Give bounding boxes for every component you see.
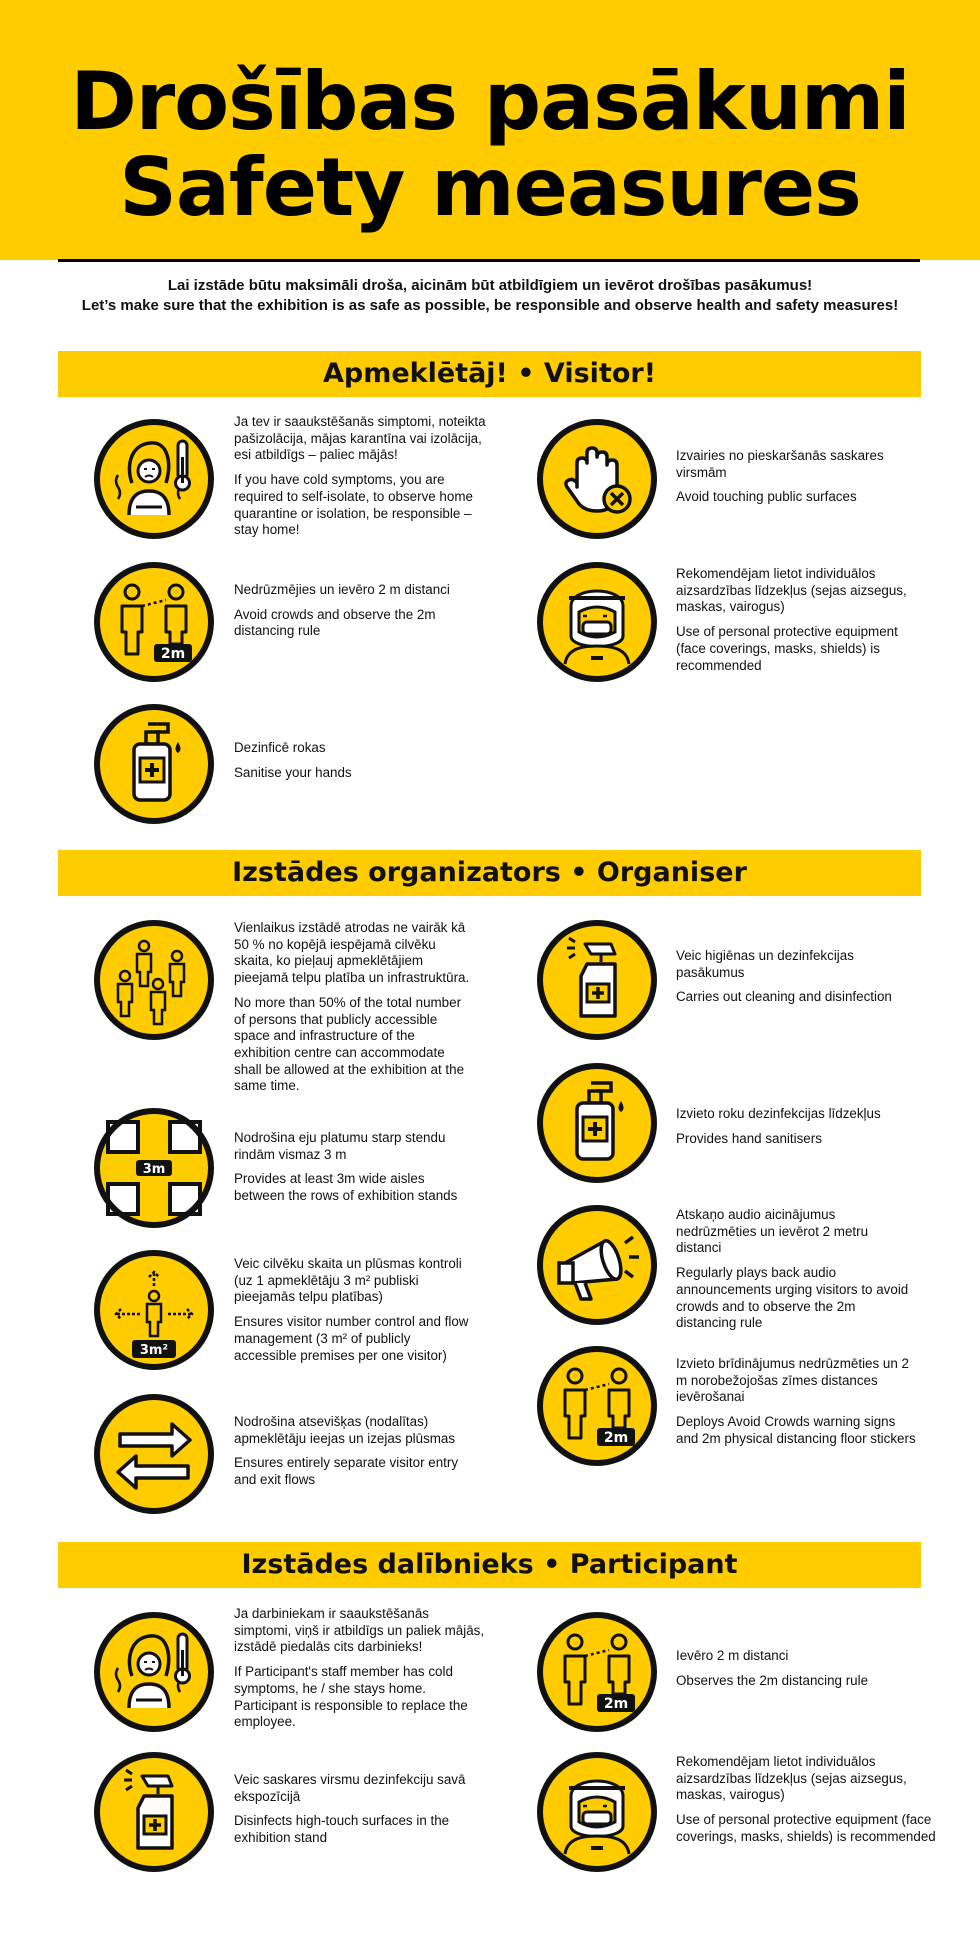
participant-item-3	[234, 1772, 490, 1847]
participant-item-2	[676, 1648, 916, 1689]
item-text-latvian: Izvairies no pieskaršanās saskares virsmām	[676, 448, 884, 480]
visitor-item-5	[234, 740, 490, 781]
distance-2m-icon	[535, 1344, 659, 1468]
svg-text:2m: 2m	[603, 1696, 629, 1712]
crowd-limit-icon	[92, 918, 216, 1042]
face-shield-mask-icon	[535, 1750, 659, 1874]
item-text-latvian: Nodrošina eju platumu starp stendu rindām vismaz 3 m	[234, 1130, 446, 1162]
item-text-english: No more than 50% of the total number of persons that publicly accessible space and infrastructure of the exhibition centre can accommodate shall be allowed at the exhibition at the same time.	[234, 994, 465, 1094]
item-text-latvian: Rekomendējam lietot individuālos aizsardzības līdzekļus (sejas aizsegus, maskas, vairogus)	[676, 1754, 907, 1803]
item-text-latvian: Rekomendējam lietot individuālos aizsardzības līdzekļus (sejas aizsegus, maskas, vairogus)	[676, 566, 907, 615]
item-text-latvian: Dezinficē rokas	[234, 740, 326, 755]
hand-sanitizer-icon	[535, 1061, 659, 1185]
item-text-latvian: Ja tev ir saaukstēšanās simptomi, noteikta pašizolācija, mājas karantīna vai izolācija, esi atbildīgs – paliec mājās!	[234, 414, 486, 463]
item-text-english: Avoid touching public surfaces	[676, 489, 857, 505]
hand-sanitizer-icon	[92, 702, 216, 826]
item-text-latvian: Veic cilvēku skaita un plūsmas kontroli (uz 1 apmeklētāju 3 m² publiski pieejamās telpu platības)	[234, 1256, 462, 1305]
section-heading-visitor: Apmeklētāj! • Visitor!	[58, 351, 921, 397]
face-shield-mask-icon	[535, 560, 659, 684]
svg-text:3m²: 3m²	[139, 1343, 169, 1358]
section-heading-organiser: Izstādes organizators • Organiser	[58, 850, 921, 896]
flow-control-icon	[92, 1248, 216, 1372]
item-text-english: Ensures entirely separate visitor entry and exit flows	[234, 1455, 459, 1488]
item-text-english: Provides at least 3m wide aisles between the rows of exhibition stands	[234, 1171, 458, 1204]
item-text-english: Ensures visitor number control and flow management (3 m² of publicly accessible premises per one visitor)	[234, 1314, 469, 1363]
svg-text:3m: 3m	[142, 1162, 166, 1177]
page-title-english: Safety measures	[119, 141, 861, 234]
item-text-latvian: Ievēro 2 m distanci	[676, 1648, 789, 1663]
distance-2m-icon	[535, 1610, 659, 1734]
distance-2m-icon	[92, 560, 216, 684]
item-text-english: Deploys Avoid Crowds warning signs and 2m physical distancing floor stickers	[676, 1414, 916, 1446]
organiser-item-5	[234, 1256, 474, 1364]
item-text-latvian: Atskaņo audio aicinājumus nedrūzmēties un ievērot 2 metru distanci	[676, 1207, 869, 1256]
entry-exit-arrows-icon	[92, 1392, 216, 1516]
organiser-item-3	[234, 1130, 474, 1205]
sick-person-thermometer-icon	[92, 417, 216, 541]
section-heading-participant: Izstādes dalībnieks • Participant	[58, 1542, 921, 1588]
organiser-item-4	[676, 1106, 916, 1147]
item-text-english: Avoid crowds and observe the 2m distancing rule	[234, 606, 436, 639]
item-text-latvian: Nedrūzmējies un ievēro 2 m distanci	[234, 582, 450, 597]
item-text-english: If Participant's staff member has cold symptoms, he / she stays home. Participant is responsible to replace the employee.	[234, 1664, 468, 1730]
intro-english: Let’s make sure that the exhibition is as safe as possible, be responsible and observe health and safety measures!	[81, 297, 899, 314]
organiser-item-2	[676, 948, 916, 1006]
aisle-width-icon	[92, 1106, 216, 1230]
spray-bottle-icon	[92, 1750, 216, 1874]
visitor-item-1	[234, 414, 490, 539]
item-text-latvian: Izvieto brīdinājumus nedrūzmēties un 2 m norobežojošas zīmes distances ievērošanai	[676, 1356, 909, 1405]
item-text-latvian: Nodrošina atsevišķas (nodalītas) apmeklētāju ieejas un izejas plūsmas	[234, 1414, 456, 1446]
visitor-item-2	[676, 448, 916, 506]
item-text-latvian: Ja darbiniekam ir saaukstēšanās simptomi, viņš ir atbildīgs un paliek mājās, izstādē piedalās cits darbinieks!	[234, 1606, 485, 1655]
sick-person-thermometer-icon	[92, 1610, 216, 1734]
organiser-item-1	[234, 920, 474, 1095]
item-text-latvian: Izvieto roku dezinfekcijas līdzekļus	[676, 1106, 881, 1121]
organiser-item-7	[234, 1414, 474, 1489]
item-text-english: If you have cold symptoms, you are required to self-isolate, to observe home quarantine or isolation, be responsible – stay home!	[234, 472, 473, 538]
intro-latvian: Lai izstāde būtu maksimāli droša, aicinām būt atbildīgiem un ievērot drošības pasākumus!	[167, 277, 813, 294]
item-text-english: Sanitise your hands	[234, 764, 352, 780]
participant-item-4	[676, 1754, 938, 1846]
megaphone-icon	[535, 1203, 659, 1327]
organiser-item-6	[676, 1207, 916, 1332]
item-text-english: Use of personal protective equipment (face coverings, masks, shields) is recommended	[676, 624, 898, 673]
organiser-item-8	[676, 1356, 916, 1448]
svg-text:2m: 2m	[603, 1430, 629, 1446]
spray-bottle-icon	[535, 918, 659, 1042]
participant-item-1	[234, 1606, 490, 1731]
page-title-latvian: Drošības pasākumi	[70, 55, 910, 148]
item-text-latvian: Veic higiēnas un dezinfekcijas pasākumus	[676, 948, 854, 980]
no-touch-hand-icon	[535, 417, 659, 541]
item-text-english: Carries out cleaning and disinfection	[676, 989, 892, 1005]
visitor-item-4	[676, 566, 916, 674]
item-text-english: Disinfects high-touch surfaces in the exhibition stand	[234, 1813, 450, 1846]
item-text-english: Provides hand sanitisers	[676, 1130, 822, 1146]
visitor-item-3	[234, 582, 490, 640]
header-divider	[58, 259, 920, 262]
item-text-latvian: Vienlaikus izstādē atrodas ne vairāk kā 50 % no kopējā iespējamā cilvēku skaita, ko pieļauj apmeklētājiem pieejamā telpu platība un infrastruktūra.	[234, 920, 470, 986]
item-text-english: Regularly plays back audio announcements urging visitors to avoid crowds and to observe the 2m distancing rule	[676, 1265, 909, 1331]
item-text-english: Use of personal protective equipment (face coverings, masks, shields) is recommended	[676, 1812, 936, 1844]
svg-text:2m: 2m	[160, 646, 186, 662]
item-text-english: Observes the 2m distancing rule	[676, 1672, 869, 1688]
item-text-latvian: Veic saskares virsmu dezinfekciju savā ekspozīcijā	[234, 1772, 466, 1804]
